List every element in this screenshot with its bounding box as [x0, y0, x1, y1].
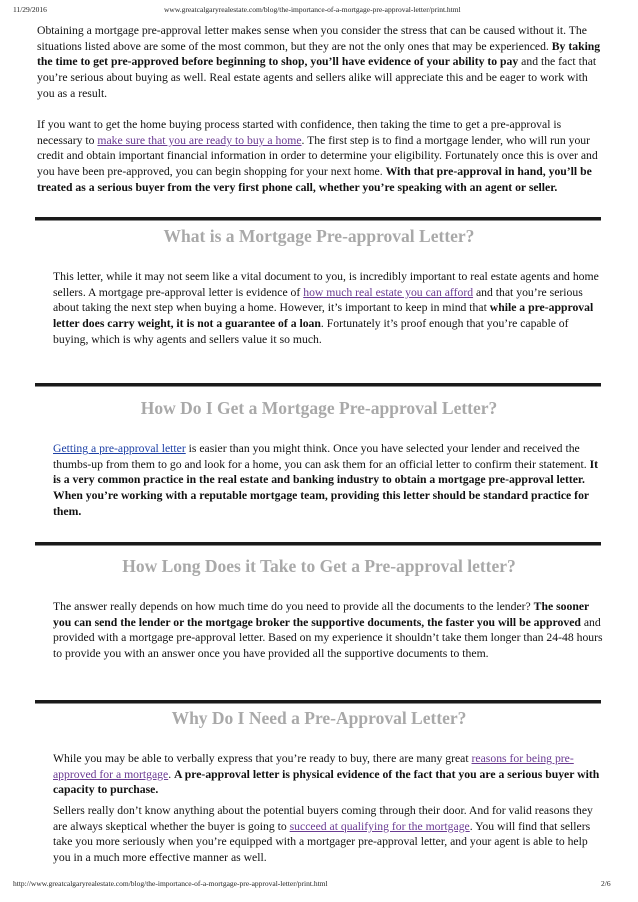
reasons-link[interactable]: reasons for being pre-approved for a mortgage — [53, 752, 574, 781]
qualifying-link[interactable]: succeed at qualifying for the mortgage — [289, 819, 470, 833]
text: . You will find that sellers take you more seriously when you’re equipped with a mortgager pre-approval letter, and your agent is able to help you in a much more effective manner as well. — [53, 819, 591, 865]
section-1-paragraph — [53, 269, 603, 348]
section-heading-what-is: What is a Mortgage Pre-approval Letter? — [163, 226, 475, 246]
bold-text: By taking the time to get pre-approved before beginning to shop, you’ll have evidence of your ability to pay — [37, 39, 601, 69]
intro-paragraph-1 — [37, 23, 607, 102]
text: . — [168, 767, 175, 781]
section-divider — [35, 383, 601, 386]
bold-text: The sooner you can send the lender or the mortgage broker the supportive documents, the faster you will be approved — [53, 600, 589, 629]
section-4-paragraph-2 — [53, 803, 603, 866]
text: and the fact that you’re serious about buying as well. Real estate agents and sellers alike will appreciate this and be eager to work with you as a result. — [37, 55, 597, 100]
bold-text: A pre-approval letter is physical evidence of the fact that you are a serious buyer with capacity to purchase. — [53, 767, 600, 797]
text: and provided with a mortgage pre-approval letter. Based on my experience it shouldn’t take them longer than 24-48 hours to provide you with an answer once you have provided all the supportive documents to them. — [53, 615, 603, 661]
footer-url: http://www.greatcalgaryrealestate.com/blog/the-importance-of-a-mortgage-pre-approval-letter/print.html — [13, 879, 328, 888]
section-heading-how-long: How Long Does it Take to Get a Pre-approval letter? — [122, 556, 516, 576]
text: and that you’re serious about taking the next step when buying a home. However, it’s important to keep in mind that — [53, 285, 583, 315]
text: Obtaining a mortgage pre-approval letter makes sense when you consider the stress that can be caused without it. The situations listed above are some of the most common, but they are not the only ones that may be experienced. — [37, 24, 587, 53]
intro-paragraph-2 — [37, 117, 607, 196]
text: Sellers really don’t know anything about the potential buyers coming through their door. And for valid reasons they are always skeptical whether the buyer is going to — [53, 804, 593, 833]
section-divider — [35, 700, 601, 703]
page-number: 2/6 — [601, 879, 611, 888]
text: . The first step is to find a mortgage lender, who will run your credit and obtain important financial information in order to determine your eligibility. Fortunately once this is over and you have been pre-approved, you can begin shopping for your next home. — [37, 133, 598, 179]
print-url: www.greatcalgaryrealestate.com/blog/the-importance-of-a-mortgage-pre-approval-letter/print.html — [164, 5, 461, 14]
text: If you want to get the home buying process started with confidence, then taking the time to get a pre-approval is necessary to — [37, 118, 562, 147]
afford-link[interactable]: how much real estate you can afford — [303, 285, 474, 299]
print-date: 11/29/2016 — [13, 5, 47, 14]
section-4-paragraph-1 — [53, 751, 603, 798]
section-divider — [35, 217, 601, 220]
section-3-paragraph — [53, 599, 603, 662]
text: While you may be able to verbally express that you’re ready to buy, there are many great — [53, 752, 472, 765]
text: is easier than you might think. Once you have selected your lender and received the thumbs-up from them to go and look for a home, you can ask them for an official letter to confirm their statement. — [53, 442, 590, 471]
section-heading-why-need: Why Do I Need a Pre-Approval Letter? — [171, 708, 467, 728]
section-divider — [35, 542, 601, 545]
text: . Fortunately it’s proof enough that you’re capable of buying, which is why agents and sellers value it so much. — [53, 317, 569, 346]
bold-text: It is a very common practice in the real estate and banking industry to obtain a mortgage pre-approval letter. When you’re working with a reputable mortgage team, providing this letter should be standard practice for them. — [53, 457, 599, 518]
getting-letter-link[interactable]: Getting a pre-approval letter — [53, 442, 186, 455]
section-heading-how-get: How Do I Get a Mortgage Pre-approval Letter? — [140, 398, 498, 418]
section-2-paragraph — [53, 441, 603, 520]
ready-to-buy-link[interactable]: make sure that you are ready to buy a home — [97, 133, 302, 147]
bold-text: With that pre-approval in hand, you’ll be treated as a serious buyer from the very first phone call, whether you’re speaking with an agent or seller. — [37, 165, 592, 194]
bold-text: while a pre-approval letter does carry weight, it is not a guarantee of a loan — [53, 301, 594, 331]
text: The answer really depends on how much time do you need to provide all the documents to the lender? — [53, 600, 534, 613]
text: This letter, while it may not seem like a vital document to you, is incredibly important to real estate agents and home sellers. A mortgage pre-approval letter is evidence of — [53, 270, 599, 299]
